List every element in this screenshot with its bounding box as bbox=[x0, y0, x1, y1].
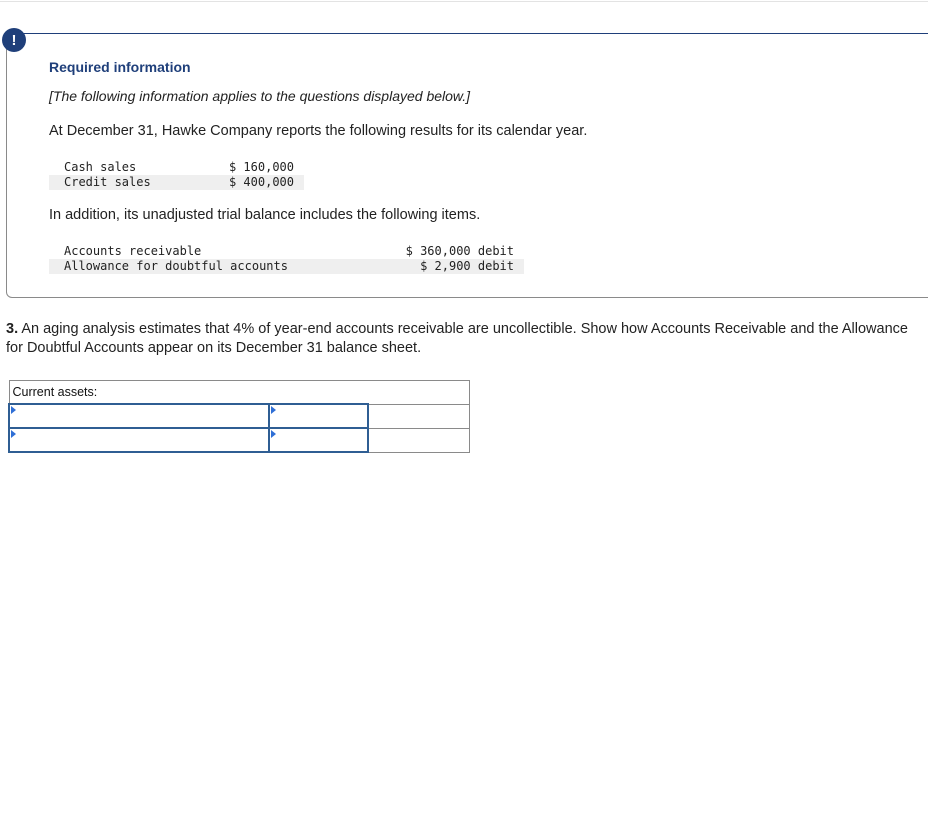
table-row bbox=[49, 259, 524, 274]
table-row bbox=[49, 175, 304, 190]
sales-value: $ 400,000 bbox=[228, 175, 294, 189]
trial-value: $ 2,900 debit bbox=[420, 259, 514, 273]
balance-sheet-answer-table bbox=[8, 380, 470, 453]
question-number: 3. bbox=[6, 321, 19, 337]
table-row bbox=[49, 244, 524, 259]
amount-dropdown-cell[interactable] bbox=[269, 428, 367, 452]
total-cell-2 bbox=[368, 428, 470, 452]
dropdown-arrow-icon bbox=[11, 430, 16, 438]
table-row bbox=[9, 381, 470, 405]
sales-value: $ 160,000 bbox=[228, 160, 294, 174]
current-assets-header: Current assets: bbox=[9, 381, 470, 405]
sales-table bbox=[49, 160, 304, 190]
information-note: [The following information applies to the questions displayed below.] bbox=[49, 88, 471, 104]
required-information-title: Required information bbox=[49, 59, 191, 75]
intro-text: At December 31, Hawke Company reports the following results for its calendar year. bbox=[49, 123, 588, 139]
question-text bbox=[6, 320, 921, 358]
dropdown-arrow-icon bbox=[11, 406, 16, 414]
top-divider bbox=[0, 1, 928, 2]
table-row bbox=[9, 404, 470, 428]
amount-input-2[interactable] bbox=[270, 429, 366, 451]
total-cell-1 bbox=[368, 404, 470, 428]
table-row bbox=[9, 428, 470, 452]
amount-input-1[interactable] bbox=[270, 405, 366, 427]
account-dropdown-cell[interactable] bbox=[9, 404, 269, 428]
account-input-1[interactable] bbox=[10, 405, 268, 427]
amount-dropdown-cell[interactable] bbox=[269, 404, 367, 428]
dropdown-arrow-icon bbox=[271, 406, 276, 414]
dropdown-arrow-icon bbox=[271, 430, 276, 438]
exclamation-icon: ! bbox=[2, 28, 26, 52]
table-row bbox=[49, 160, 304, 175]
question-body: An aging analysis estimates that 4% of year-end accounts receivable are uncollectible. Show how Accounts Receivable and the Allowance for Doubtful Accounts appear on its December 31 balance sheet. bbox=[6, 321, 908, 356]
sales-label: Cash sales bbox=[64, 160, 137, 174]
trial-balance-table bbox=[49, 244, 524, 274]
addition-text: In addition, its unadjusted trial balance includes the following items. bbox=[49, 207, 481, 223]
trial-label: Allowance for doubtful accounts bbox=[64, 259, 288, 273]
account-dropdown-cell[interactable] bbox=[9, 428, 269, 452]
trial-label: Accounts receivable bbox=[64, 244, 202, 258]
trial-value: $ 360,000 debit bbox=[405, 244, 514, 258]
sales-label: Credit sales bbox=[64, 175, 151, 189]
account-input-2[interactable] bbox=[10, 429, 268, 451]
